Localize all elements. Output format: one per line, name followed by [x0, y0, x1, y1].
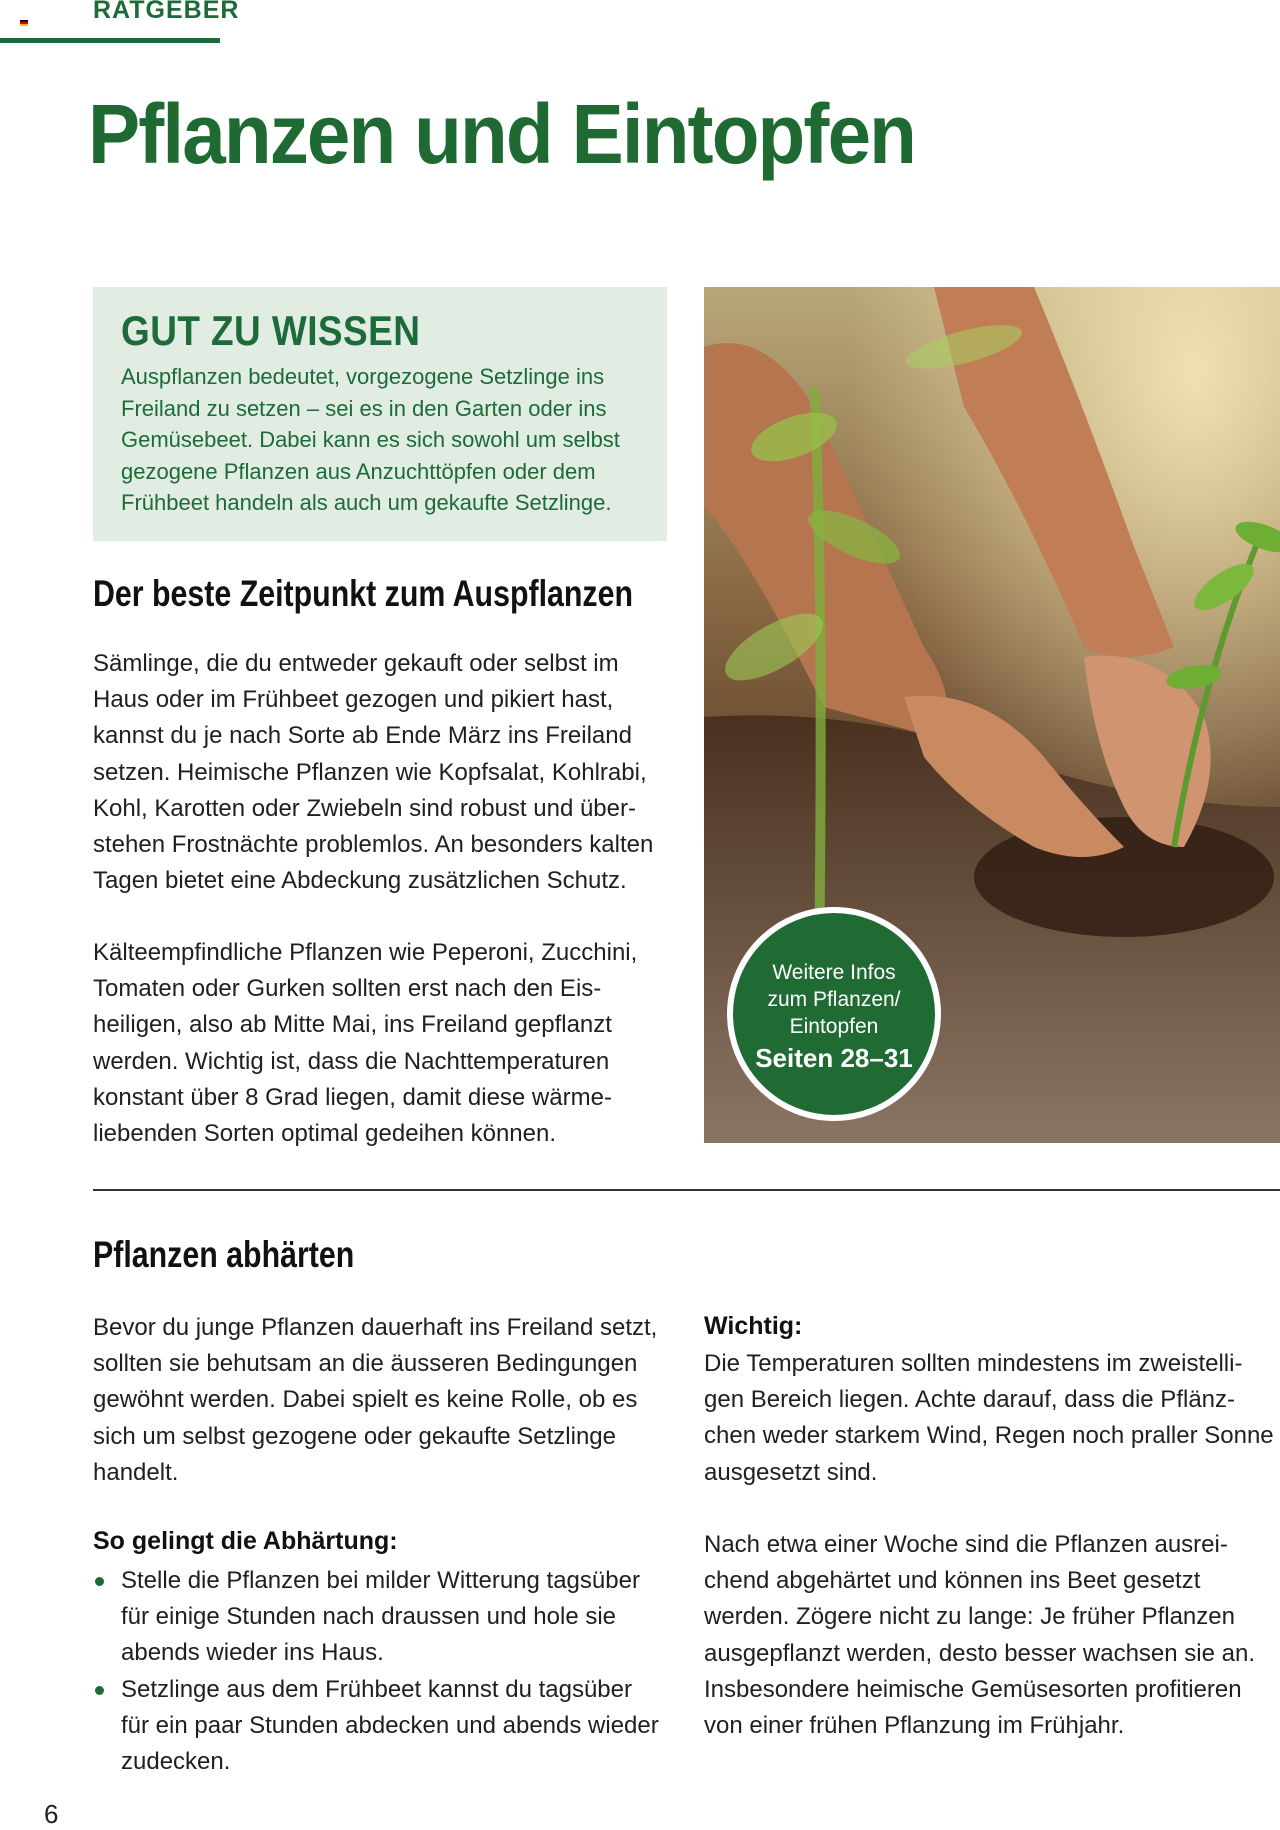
- list-item: [93, 1563, 693, 1672]
- important-heading: Wichtig:: [704, 1312, 803, 1340]
- howto-list: [93, 1563, 693, 1780]
- page-title: Pflanzen und Eintopfen: [88, 87, 916, 181]
- more-info-text: Weitere Infos zum Pflanzen/ Eintopfen: [767, 961, 901, 1038]
- page-number: 6: [44, 1799, 59, 1829]
- info-box: [93, 287, 667, 541]
- section-label: RATGEBER: [93, 0, 240, 24]
- timing-paragraph-2: Kälteempfindliche Pflanzen wie Peperoni, Zucchini, Tomaten oder Gurken sollten erst nach den Eis- heiligen, also ab Mitte Mai, ins Freiland gepflanzt werden. Wichtig ist, dass die Nachttemperaturen konstant über 8 Grad liegen, damit diese wärme- liebenden Sorten optimal gedeihen können.: [93, 939, 638, 1148]
- hardening-heading: Pflanzen abhärten: [93, 1234, 355, 1275]
- section-divider: [93, 1189, 1280, 1191]
- more-info-badge[interactable]: [727, 907, 941, 1121]
- hardening-intro: Bevor du junge Pflanzen dauerhaft ins Freiland setzt, sollten sie behutsam an die äusseren Bedingungen gewöhnt werden. Dabei spielt es keine Rolle, ob es sich um selbst gezogene oder gekaufte Setzlinge handelt.: [93, 1314, 658, 1486]
- timing-heading: Der beste Zeitpunkt zum Auspflanzen: [93, 573, 634, 614]
- list-item-text: Stelle die Pflanzen bei milder Witterung tagsüber für einige Stunden nach draussen und hole sie abends wieder ins Haus.: [121, 1567, 640, 1667]
- list-item-text: Setzlinge aus dem Frühbeet kannst du tagsüber für ein paar Stunden abdecken und abends wieder zudecken.: [121, 1675, 659, 1776]
- flag-icon: [20, 20, 28, 26]
- list-item: [93, 1672, 693, 1781]
- info-box-title: GUT ZU WISSEN: [121, 307, 421, 354]
- more-info-pages: Seiten 28–31: [755, 1043, 913, 1073]
- timing-paragraph-1: Sämlinge, die du entweder gekauft oder selbst im Haus oder im Frühbeet gezogen und pikiert hast, kannst du je nach Sorte ab Ende März ins Freiland setzen. Heimische Pflanzen wie Kopfsalat, Kohlrabi, Kohl, Karotten oder Zwiebeln sind robust und über- stehen Frostnächte problemlos. An besonders kalten Tagen bietet eine Abdeckung zusätzlichen Schutz.: [93, 650, 654, 895]
- bullet-icon: [95, 1686, 104, 1695]
- howto-heading: So gelingt die Abhärtung:: [93, 1527, 398, 1555]
- bullet-icon: [95, 1577, 104, 1586]
- important-text: Die Temperaturen sollten mindestens im zweistelli- gen Bereich liegen. Achte darauf, dass die Pflänz- chen weder starkem Wind, Regen noch praller Sonne ausgesetzt sind.: [704, 1350, 1274, 1486]
- closing-text: Nach etwa einer Woche sind die Pflanzen ausrei- chend abgehärtet und können ins Beet gesetzt werden. Zögere nicht zu lange: Je früher Pflanzen ausgepflanzt werden, desto besser wachsen sie an. Insbesondere heimische Gemüsesorten profitieren von einer frühen Pflanzung im Frühjahr.: [704, 1531, 1256, 1740]
- header-rule: [0, 38, 220, 43]
- info-box-text: Auspflanzen bedeutet, vorgezogene Setzlinge ins Freiland zu setzen – sei es in den Garten oder ins Gemüsebeet. Dabei kann es sich sowohl um selbst gezogene Pflanzen aus Anzuchttöpfen oder dem Frühbeet handeln als auch um gekaufte Setzlinge.: [121, 364, 620, 516]
